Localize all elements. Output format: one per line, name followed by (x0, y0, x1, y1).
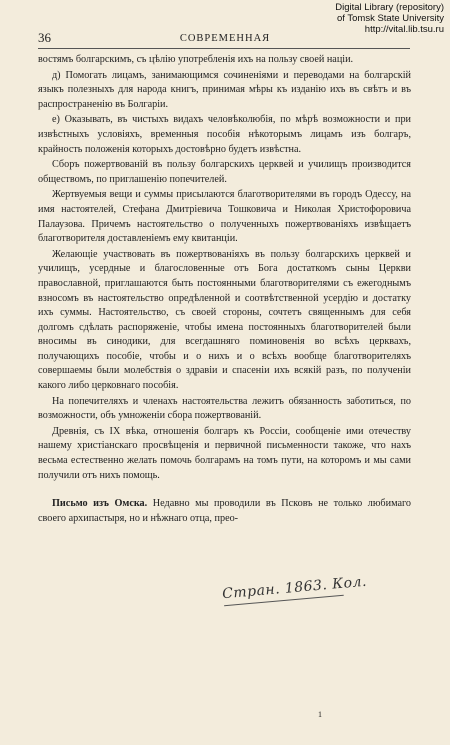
handwritten-annotation: Стран. 1863. Кол. (221, 573, 368, 603)
letter-title: Письмо изъ Омска. (52, 498, 148, 510)
watermark-url: http://vital.lib.tsu.ru (364, 24, 444, 35)
letter-body: Недавно мы проводили въ Псковъ не только любимаго своего архипастыря, но и нѣжнаго отца, прео- (38, 498, 411, 524)
paragraph: Древнія, съ IX вѣка, отношенія болгаръ къ Россіи, сообщеніе ими отечеству нашему христіанскаго просвѣщенія и первичной письменности такоже, что нахъ весьма естественно желать помочь болгарамъ на томъ пути, на которомъ и мы сами получили отъ нихъ помощь. (38, 425, 411, 481)
repository-watermark (335, 2, 444, 35)
letter-paragraph (38, 497, 411, 526)
watermark-line: Digital Library (repository) (335, 2, 444, 13)
header-rule (38, 48, 410, 49)
running-head: СОВРЕМЕННАЯ (179, 33, 271, 44)
paragraph: востямъ болгарскимъ, съ цѣлію употребленія ихъ на пользу своей націи. (38, 54, 354, 65)
paragraph: е) Оказывать, въ чистыхъ видахъ человѣколюбія, по мѣрѣ возможности и при извѣстныхъ условіяхъ, временныя пособія нѣкоторымъ лицамъ изъ болгаръ, крайность положенія которыхъ достовѣрно будетъ извѣстна. (38, 114, 411, 155)
paragraph: На попечителяхъ и членахъ настоятельства лежитъ обязанность заботиться, по возможности, объ умноженіи сбора пожертвованій. (38, 395, 411, 422)
paragraph: д) Помогать лицамъ, занимающимся сочиненіями и переводами на болгарскій языкъ полезныхъ для народа книгъ, принимая мѣры къ изданію ихъ въ свѣтъ и въ распространенію въ Болгаріи. (38, 69, 411, 110)
paragraph: Желающіе участвовать въ пожертвованіяхъ въ пользу болгарскихъ церквей и училищъ, усердные и благословенные отъ Бога достаткомъ сыны Церкви православной, приглашаются быть постоянными благотворителями съ ежегоднымъ взносомъ въ настоятельство опредѣленной и соотвѣтственной усердію и достатку ихъ суммы. Настоятельство, съ своей стороны, сочтетъ священнымъ для себя долгомъ сдѣлать распоряженіе, чтобы имена постоянныхъ благотворителей были вносимы въ синодики, для всегдашняго поминовенія во всѣхъ церквахъ, получающихъ пособіе, чтобы и о нихъ и о всѣхъ вообще благотворителяхъ совершаемы были молебствія о здравіи и спасеніи ихъ всякій разъ, по полученіи какого либо церковнаго пособія. (38, 248, 411, 392)
page-body (38, 53, 411, 526)
paragraph: Сборъ пожертвованій въ пользу болгарскихъ церквей и училищъ производится обществомъ, по приглашенію попечителей. (38, 159, 411, 185)
paragraph: Жертвуемыя вещи и суммы присылаются благотворителями въ городъ Одессу, на имя настоятелей, Стефана Дмитріевича Тошковича и Николая Христофоровича Палаузова. Причемъ настоятельство о полученныхъ пожертвованіяхъ извѣщаетъ благотворителя доставленіемъ ему квитанціи. (38, 189, 411, 245)
page-number: 36 (38, 30, 51, 45)
watermark-line: of Tomsk State University (336, 13, 444, 24)
footer-mark: 1 (318, 710, 322, 719)
